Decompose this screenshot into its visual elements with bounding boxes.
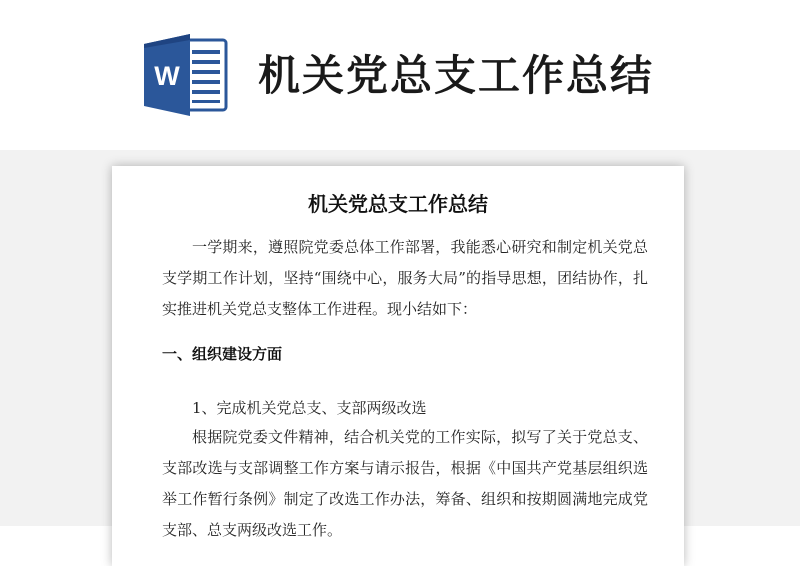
word-document-icon [144, 34, 230, 116]
banner-header [0, 0, 800, 150]
word-logo-letter: W [154, 61, 180, 91]
body-paragraph: 根据院党委文件精神，结合机关党的工作实际，拟写了关于党总支、支部改选与支部调整工作方案与请示报告，根据《中国共产党基层组织选举工作暂行条例》制定了改选工作办法，筹备、组织和按期圆满地完成党支部、总支两级改选工作。 [162, 428, 648, 539]
document-page-preview [112, 166, 684, 566]
intro-paragraph: 一学期来，遵照院党委总体工作部署，我能悉心研究和制定机关党总支学期工作计划，坚持“围绕中心，服务大局”的指导思想，团结协作，扎实推进机关党总支整体工作进程。现小结如下： [162, 238, 648, 318]
subsection-heading: 1、完成机关党总支、支部两级改选 [192, 399, 427, 417]
document-title: 机关党总支工作总结 [308, 192, 488, 216]
banner-title: 机关党总支工作总结 [258, 51, 655, 100]
section-heading: 一、组织建设方面 [162, 345, 283, 363]
